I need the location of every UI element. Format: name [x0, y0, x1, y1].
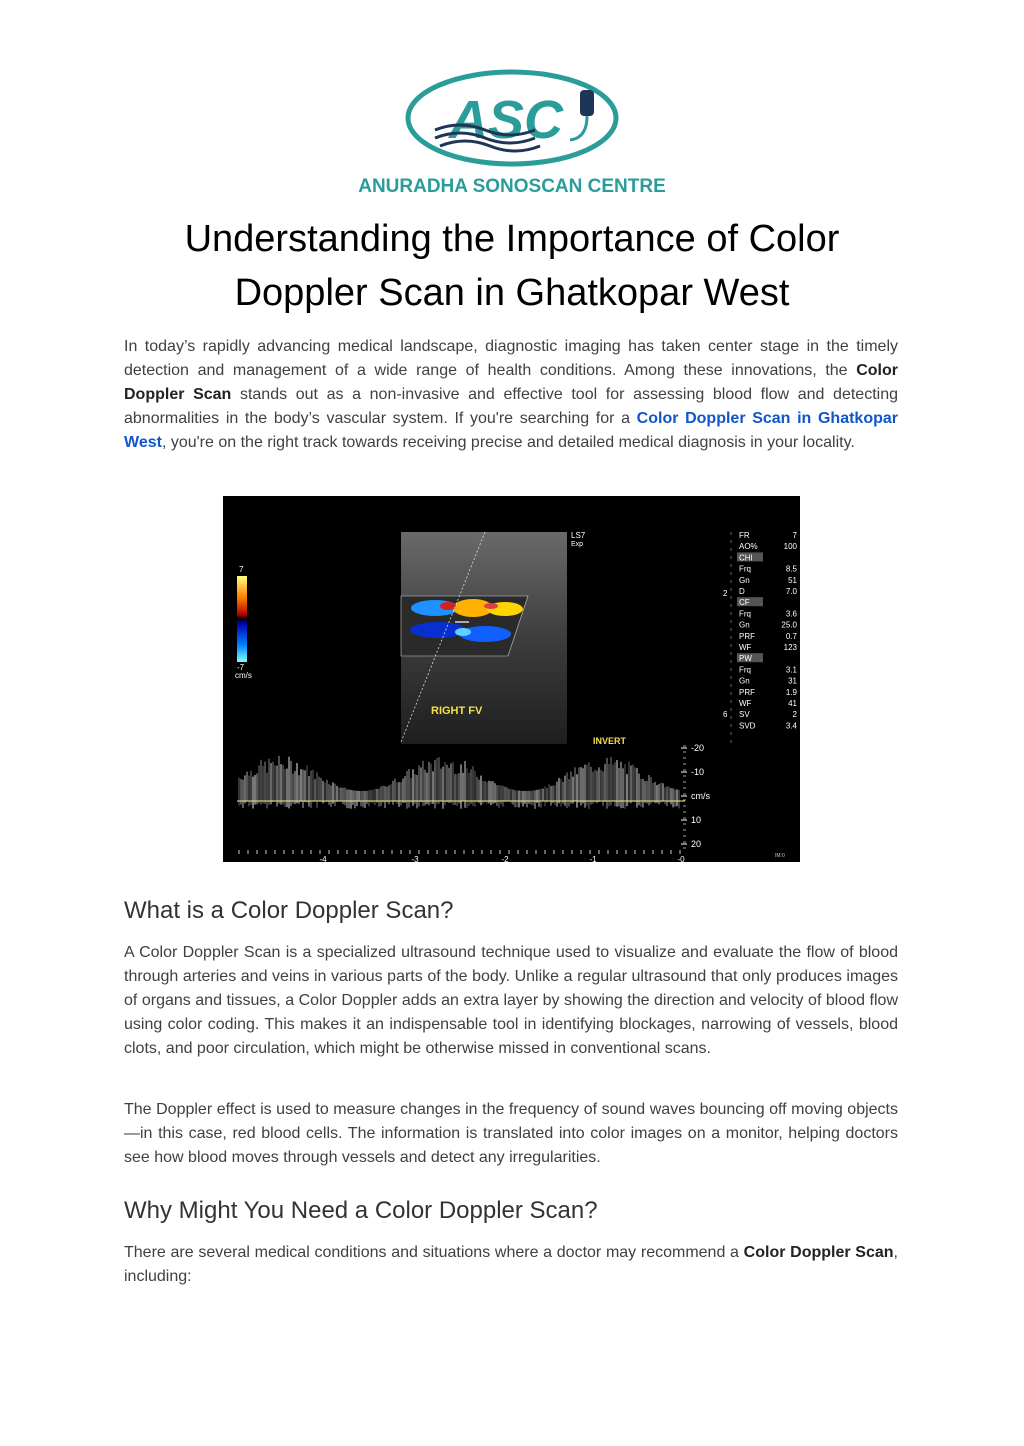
color-scale-top: 7	[239, 565, 244, 574]
param-value: 41	[788, 699, 797, 708]
velocity-tick-label: 20	[691, 839, 702, 849]
intro-paragraph	[124, 335, 898, 455]
intro-text-2: stands out as a non-invasive and effective tool for assessing blood flow and detecting abnormalities in the body’s vascular system. If you're searching for a	[124, 386, 898, 427]
doppler-spectrum	[239, 756, 679, 809]
param-key: Gn	[739, 575, 750, 585]
param-key: Frq	[739, 609, 751, 619]
time-tick-label: -1	[589, 855, 597, 862]
param-value: 8.5	[785, 564, 797, 574]
depth-mark-6: 6	[723, 710, 728, 719]
title-line-2: Doppler Scan in Ghatkopar West	[234, 272, 790, 314]
param-key: Gn	[739, 620, 750, 630]
section2-text-1: There are several medical conditions and situations where a doctor may recommend a	[124, 1244, 744, 1261]
param-value: 3.6	[785, 609, 797, 619]
section1-paragraph-2: The Doppler effect is used to measure changes in the frequency of sound waves bouncing off moving objects—in this case, red blood cells. The information is translated into color images on a monitor, helping doctors see how blood moves through vessels and detect any irregularities.	[124, 1101, 898, 1166]
invert-label: INVERT	[593, 736, 627, 746]
param-value: 31	[788, 676, 797, 686]
image-corner-label: IM:0	[775, 853, 785, 859]
param-value: 3.1	[785, 665, 797, 675]
param-key: WF	[739, 699, 752, 708]
param-key: AO%	[739, 542, 758, 552]
section1-paragraph-1: A Color Doppler Scan is a specialized ultrasound technique used to visualize and evaluate the flow of blood through arteries and veins in various parts of the body. Unlike a regular ultrasound that only produces images of organs and tissues, a Color Doppler adds an extra layer by showing the direction and velocity of blood flow using color coding. This makes it an indispensable tool in identifying blockages, narrowing of vessels, blood clots, and poor circulation, which might be otherwise missed in conventional scans.	[124, 944, 898, 1057]
param-key: SV	[739, 710, 750, 720]
intro-text-1: In today’s rapidly advancing medical landscape, diagnostic imaging has taken center stage in the timely detection and management of a wide range of health conditions. Among these innovations, the	[124, 338, 898, 379]
probe-sub-label: Exp	[571, 541, 584, 548]
doppler-scan-image	[223, 496, 800, 862]
param-value: 1.9	[785, 687, 797, 697]
param-key: Frq	[739, 665, 751, 675]
asc-logo	[340, 68, 684, 198]
param-value: 123	[783, 643, 797, 652]
param-value: 51	[788, 575, 797, 585]
time-tick-label: -0	[677, 855, 685, 862]
color-scale-bottom: -7	[237, 663, 245, 672]
param-value: 7.0	[785, 587, 797, 596]
param-key: PW	[739, 654, 752, 664]
time-tick-label: -2	[501, 855, 509, 862]
time-tick-label: -4	[319, 855, 327, 862]
title-line-1: Understanding the Importance of Color	[184, 218, 840, 260]
param-key: WF	[739, 643, 752, 652]
param-key: SVD	[739, 721, 756, 731]
velocity-scale	[681, 743, 710, 849]
param-value: 25.0	[781, 620, 797, 630]
section-heading-what-is: What is a Color Doppler Scan?	[124, 897, 454, 924]
page-title	[100, 212, 924, 320]
color-doppler-ghatkopar-link[interactable]: Color Doppler Scan in Ghatkopar West	[124, 410, 898, 451]
param-value: 100	[783, 542, 797, 552]
param-key: Gn	[739, 676, 750, 686]
intro-text-3: , you're on the right track towards receiving precise and detailed medical diagnosis in your locality.	[161, 434, 855, 451]
time-scale	[239, 850, 685, 862]
param-value: 7	[792, 531, 797, 540]
param-key: D	[739, 587, 745, 596]
section2-text-2: , including:	[124, 1244, 898, 1285]
scan-parameters	[737, 531, 798, 730]
param-key: PRF	[739, 687, 755, 697]
param-key: CHI	[739, 553, 753, 563]
probe-label: LS7	[571, 531, 586, 540]
velocity-tick-label: 10	[691, 815, 702, 825]
param-value: 0.7	[785, 631, 797, 641]
time-tick-label: -3	[411, 855, 419, 862]
param-key: CF	[739, 598, 750, 608]
param-key: FR	[739, 531, 750, 540]
color-scale-unit: cm/s	[235, 671, 252, 680]
vessel-label: RIGHT FV	[431, 705, 483, 717]
intro-bold-term: Color Doppler Scan	[124, 362, 898, 403]
section-heading-why-need: Why Might You Need a Color Doppler Scan?	[124, 1197, 598, 1224]
velocity-tick-label: -20	[691, 743, 705, 753]
velocity-tick-label: -10	[691, 767, 705, 777]
logo-initials: ASC	[448, 90, 564, 150]
param-key: Frq	[739, 564, 751, 574]
param-value: 3.4	[785, 721, 797, 731]
param-value: 2	[792, 710, 797, 720]
depth-mark-2: 2	[723, 589, 728, 598]
section2-paragraph	[124, 1241, 898, 1289]
section2-bold-term: Color Doppler Scan	[743, 1244, 894, 1261]
param-key: PRF	[739, 631, 755, 641]
logo-name: ANURADHA SONOSCAN CENTRE	[358, 176, 666, 197]
velocity-tick-label: cm/s	[691, 791, 710, 801]
